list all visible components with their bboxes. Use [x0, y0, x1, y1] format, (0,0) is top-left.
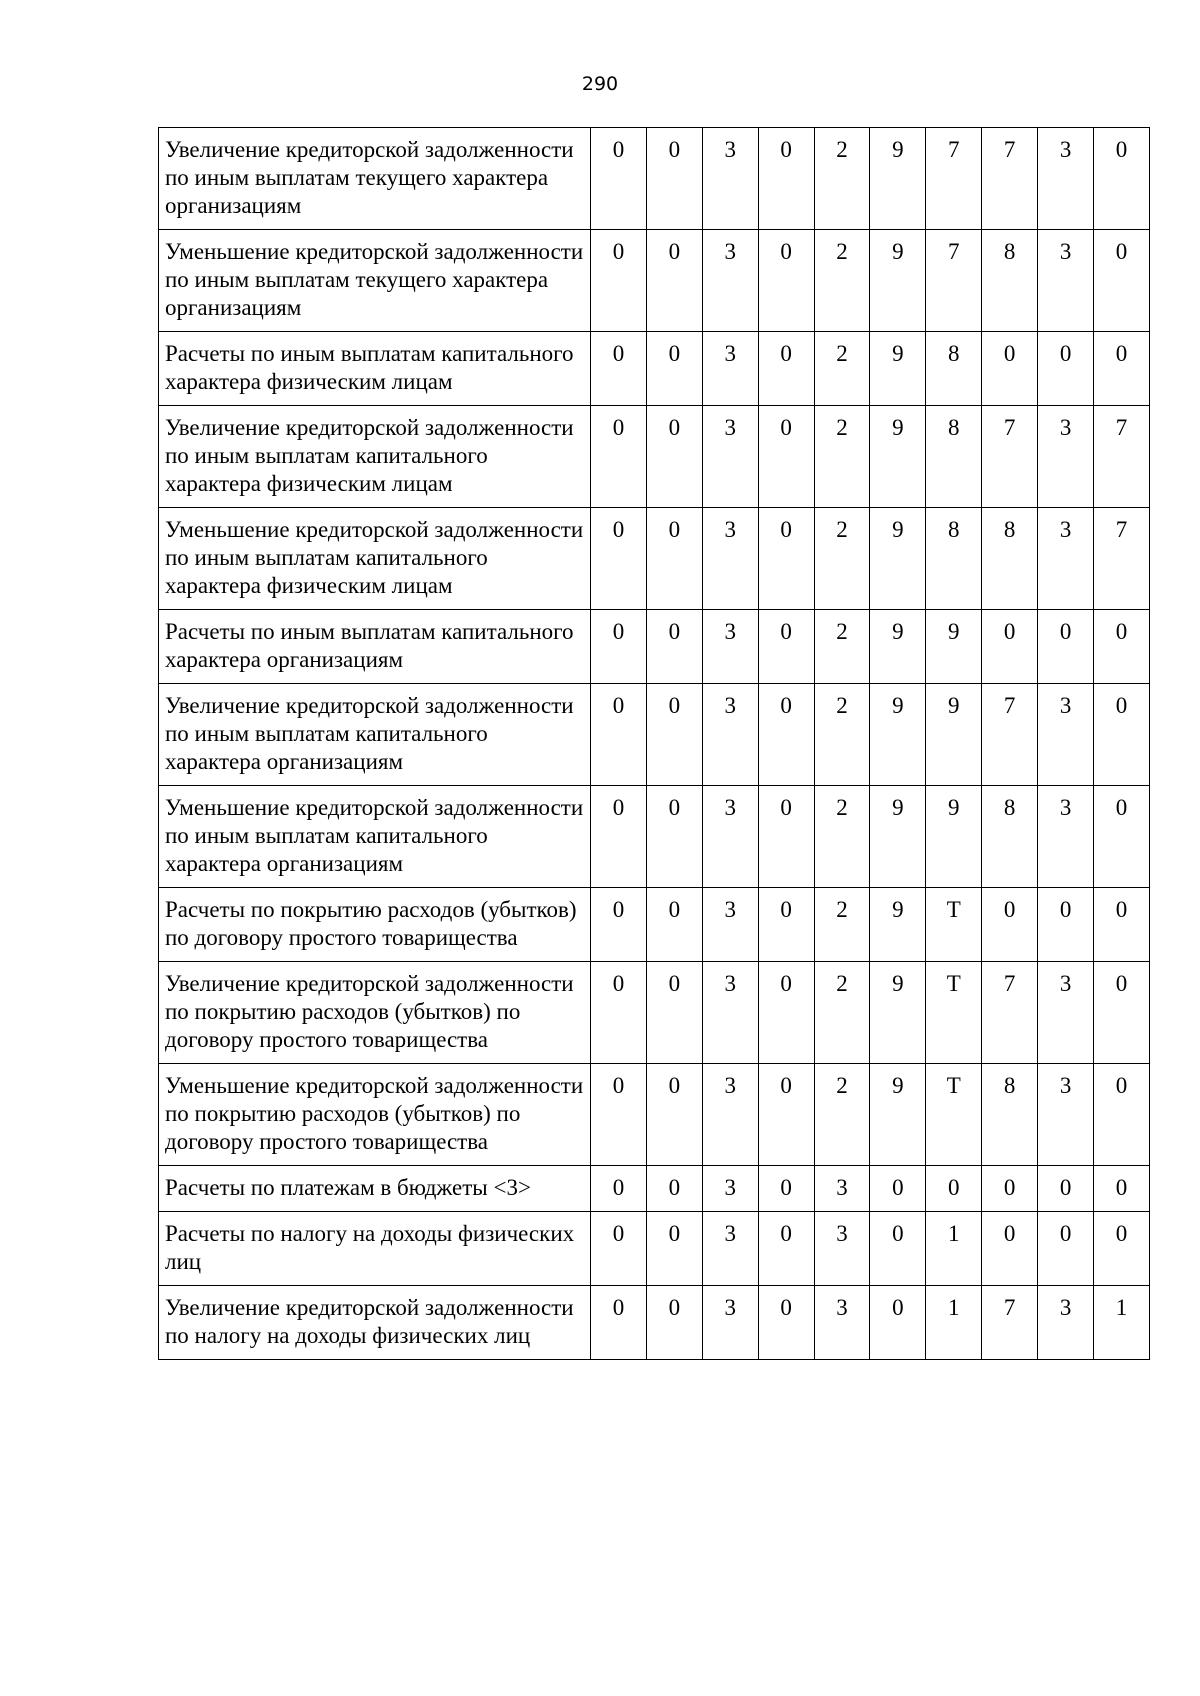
code-digit-cell: 7: [982, 684, 1038, 786]
code-digit-cell: 3: [702, 610, 758, 684]
code-digit-cell: 0: [870, 1286, 926, 1360]
table-row: [159, 1166, 1150, 1212]
row-label: Увеличение кредиторской задолженности по иным выплатам капитального характера организациям: [159, 684, 591, 786]
code-digit-cell: 0: [646, 230, 702, 332]
code-digit-cell: 0: [591, 786, 647, 888]
table-row: [159, 1212, 1150, 1286]
code-digit-cell: 0: [758, 1064, 814, 1166]
code-digit-cell: 0: [591, 1212, 647, 1286]
code-digit-cell: Т: [926, 1064, 982, 1166]
code-digit-cell: 0: [591, 508, 647, 610]
code-digit-cell: 3: [814, 1166, 870, 1212]
table-row: [159, 888, 1150, 962]
code-digit-cell: 0: [1038, 888, 1094, 962]
code-digit-cell: 3: [702, 1286, 758, 1360]
code-digit-cell: 0: [1094, 128, 1150, 230]
code-digit-cell: 3: [1038, 962, 1094, 1064]
code-digit-cell: 9: [870, 230, 926, 332]
table-row: [159, 128, 1150, 230]
code-digit-cell: 9: [870, 332, 926, 406]
code-digit-cell: 0: [591, 888, 647, 962]
code-digit-cell: 3: [702, 786, 758, 888]
row-label: Расчеты по иным выплатам капитального характера организациям: [159, 610, 591, 684]
code-digit-cell: 1: [1094, 1286, 1150, 1360]
code-digit-cell: 3: [702, 508, 758, 610]
code-digit-cell: 9: [870, 1064, 926, 1166]
code-digit-cell: 2: [814, 684, 870, 786]
code-digit-cell: 9: [926, 786, 982, 888]
code-digit-cell: 0: [591, 332, 647, 406]
code-digit-cell: 7: [982, 1286, 1038, 1360]
code-digit-cell: 3: [1038, 684, 1094, 786]
code-digit-cell: 0: [758, 888, 814, 962]
code-digit-cell: 0: [646, 508, 702, 610]
code-digit-cell: 7: [1094, 406, 1150, 508]
code-digit-cell: 0: [758, 1166, 814, 1212]
code-digit-cell: 3: [1038, 230, 1094, 332]
code-digit-cell: 8: [982, 1064, 1038, 1166]
code-digit-cell: 0: [646, 128, 702, 230]
code-digit-cell: 7: [982, 128, 1038, 230]
code-digit-cell: 0: [982, 610, 1038, 684]
code-digit-cell: 1: [926, 1212, 982, 1286]
row-label: Уменьшение кредиторской задолженности по иным выплатам текущего характера организациям: [159, 230, 591, 332]
code-digit-cell: 8: [926, 508, 982, 610]
code-digit-cell: 9: [926, 610, 982, 684]
code-digit-cell: 7: [926, 128, 982, 230]
code-digit-cell: 0: [1094, 684, 1150, 786]
code-digit-cell: 0: [1094, 332, 1150, 406]
code-digit-cell: 1: [926, 1286, 982, 1360]
code-digit-cell: 0: [591, 1166, 647, 1212]
code-digit-cell: 0: [591, 1064, 647, 1166]
code-digit-cell: 0: [982, 1212, 1038, 1286]
code-digit-cell: 0: [646, 610, 702, 684]
code-digit-cell: 0: [758, 684, 814, 786]
code-digit-cell: 3: [702, 684, 758, 786]
code-digit-cell: 3: [1038, 1286, 1094, 1360]
code-digit-cell: 7: [982, 406, 1038, 508]
code-digit-cell: 2: [814, 128, 870, 230]
table-row: [159, 684, 1150, 786]
code-digit-cell: 8: [926, 332, 982, 406]
code-digit-cell: 0: [1094, 1166, 1150, 1212]
code-digit-cell: 0: [591, 1286, 647, 1360]
code-digit-cell: 0: [1038, 1212, 1094, 1286]
code-digit-cell: 0: [1094, 786, 1150, 888]
code-digit-cell: 2: [814, 1064, 870, 1166]
row-label: Расчеты по платежам в бюджеты <3>: [159, 1166, 591, 1212]
code-digit-cell: 0: [591, 962, 647, 1064]
code-digit-cell: 0: [758, 128, 814, 230]
code-digit-cell: 3: [702, 128, 758, 230]
code-digit-cell: Т: [926, 888, 982, 962]
code-digit-cell: 3: [702, 962, 758, 1064]
code-digit-cell: 0: [758, 406, 814, 508]
code-digit-cell: 0: [1094, 230, 1150, 332]
code-digit-cell: 3: [702, 888, 758, 962]
table-body: [159, 128, 1150, 1360]
code-digit-cell: 9: [870, 684, 926, 786]
table-row: [159, 1064, 1150, 1166]
code-digit-cell: 0: [926, 1166, 982, 1212]
code-digit-cell: 0: [758, 1212, 814, 1286]
code-digit-cell: 2: [814, 230, 870, 332]
code-digit-cell: 0: [591, 230, 647, 332]
row-label: Увеличение кредиторской задолженности по иным выплатам текущего характера организациям: [159, 128, 591, 230]
row-label: Увеличение кредиторской задолженности по иным выплатам капитального характера физическим лицам: [159, 406, 591, 508]
code-digit-cell: 0: [646, 684, 702, 786]
code-digit-cell: 9: [870, 406, 926, 508]
code-digit-cell: 0: [1094, 888, 1150, 962]
code-digit-cell: 0: [982, 332, 1038, 406]
table-row: [159, 332, 1150, 406]
code-digit-cell: 0: [758, 332, 814, 406]
code-digit-cell: Т: [926, 962, 982, 1064]
code-digit-cell: 3: [702, 332, 758, 406]
code-digit-cell: 0: [758, 786, 814, 888]
code-digit-cell: 0: [646, 1064, 702, 1166]
row-label: Уменьшение кредиторской задолженности по иным выплатам капитального характера физическим лицам: [159, 508, 591, 610]
code-digit-cell: 0: [591, 406, 647, 508]
code-digit-cell: 0: [982, 888, 1038, 962]
code-digit-cell: 0: [1038, 1166, 1094, 1212]
code-digit-cell: 9: [870, 888, 926, 962]
code-digit-cell: 0: [758, 508, 814, 610]
code-digit-cell: 8: [982, 508, 1038, 610]
row-label: Уменьшение кредиторской задолженности по иным выплатам капитального характера организациям: [159, 786, 591, 888]
row-label: Расчеты по иным выплатам капитального характера физическим лицам: [159, 332, 591, 406]
code-digit-cell: 0: [1094, 610, 1150, 684]
row-label: Расчеты по налогу на доходы физических лиц: [159, 1212, 591, 1286]
row-label: Уменьшение кредиторской задолженности по покрытию расходов (убытков) по договору простого товарищества: [159, 1064, 591, 1166]
code-digit-cell: 0: [870, 1166, 926, 1212]
code-digit-cell: 8: [982, 230, 1038, 332]
code-digit-cell: 3: [1038, 406, 1094, 508]
code-digit-cell: 9: [870, 128, 926, 230]
code-digit-cell: 0: [591, 128, 647, 230]
code-digit-cell: 0: [646, 1212, 702, 1286]
row-label: Расчеты по покрытию расходов (убытков) по договору простого товарищества: [159, 888, 591, 962]
table-row: [159, 1286, 1150, 1360]
code-digit-cell: 0: [591, 684, 647, 786]
code-digit-cell: 0: [1094, 962, 1150, 1064]
code-digit-cell: 0: [646, 888, 702, 962]
code-digit-cell: 2: [814, 610, 870, 684]
code-digit-cell: 7: [926, 230, 982, 332]
code-digit-cell: 9: [870, 508, 926, 610]
code-digit-cell: 0: [646, 1286, 702, 1360]
code-digit-cell: 2: [814, 508, 870, 610]
code-digit-cell: 0: [646, 786, 702, 888]
code-digit-cell: 3: [702, 1212, 758, 1286]
code-digit-cell: 0: [982, 1166, 1038, 1212]
code-digit-cell: 2: [814, 786, 870, 888]
code-digit-cell: 2: [814, 962, 870, 1064]
code-digit-cell: 3: [814, 1286, 870, 1360]
code-digit-cell: 0: [646, 332, 702, 406]
page-number: 290: [581, 73, 619, 95]
row-label: Увеличение кредиторской задолженности по налогу на доходы физических лиц: [159, 1286, 591, 1360]
code-digit-cell: 9: [926, 684, 982, 786]
code-digit-cell: 8: [982, 786, 1038, 888]
code-digit-cell: 3: [702, 1166, 758, 1212]
code-digit-cell: 2: [814, 332, 870, 406]
code-digit-cell: 0: [758, 610, 814, 684]
code-digit-cell: 0: [646, 406, 702, 508]
code-digit-cell: 8: [926, 406, 982, 508]
code-digit-cell: 3: [1038, 508, 1094, 610]
code-digit-cell: 7: [1094, 508, 1150, 610]
code-digit-cell: 3: [702, 1064, 758, 1166]
code-digit-cell: 9: [870, 610, 926, 684]
code-digit-cell: 3: [1038, 786, 1094, 888]
code-digit-cell: 0: [758, 230, 814, 332]
code-digit-cell: 3: [702, 406, 758, 508]
code-digit-cell: 0: [870, 1212, 926, 1286]
table-row: [159, 406, 1150, 508]
code-digit-cell: 0: [1038, 332, 1094, 406]
table-row: [159, 610, 1150, 684]
code-digit-cell: 7: [982, 962, 1038, 1064]
code-digit-cell: 0: [758, 1286, 814, 1360]
code-digit-cell: 0: [1094, 1064, 1150, 1166]
code-digit-cell: 9: [870, 786, 926, 888]
code-digit-cell: 3: [702, 230, 758, 332]
table-row: [159, 786, 1150, 888]
table-row: [159, 230, 1150, 332]
code-digit-cell: 2: [814, 888, 870, 962]
account-codes-table: [158, 127, 1150, 1360]
code-digit-cell: 0: [1094, 1212, 1150, 1286]
code-digit-cell: 0: [1038, 610, 1094, 684]
code-digit-cell: 2: [814, 406, 870, 508]
code-digit-cell: 0: [646, 1166, 702, 1212]
code-digit-cell: 3: [1038, 128, 1094, 230]
code-digit-cell: 0: [646, 962, 702, 1064]
table-row: [159, 508, 1150, 610]
code-digit-cell: 0: [758, 962, 814, 1064]
table-row: [159, 962, 1150, 1064]
code-digit-cell: 3: [1038, 1064, 1094, 1166]
code-digit-cell: 9: [870, 962, 926, 1064]
row-label: Увеличение кредиторской задолженности по покрытию расходов (убытков) по договору простого товарищества: [159, 962, 591, 1064]
code-digit-cell: 3: [814, 1212, 870, 1286]
code-digit-cell: 0: [591, 610, 647, 684]
